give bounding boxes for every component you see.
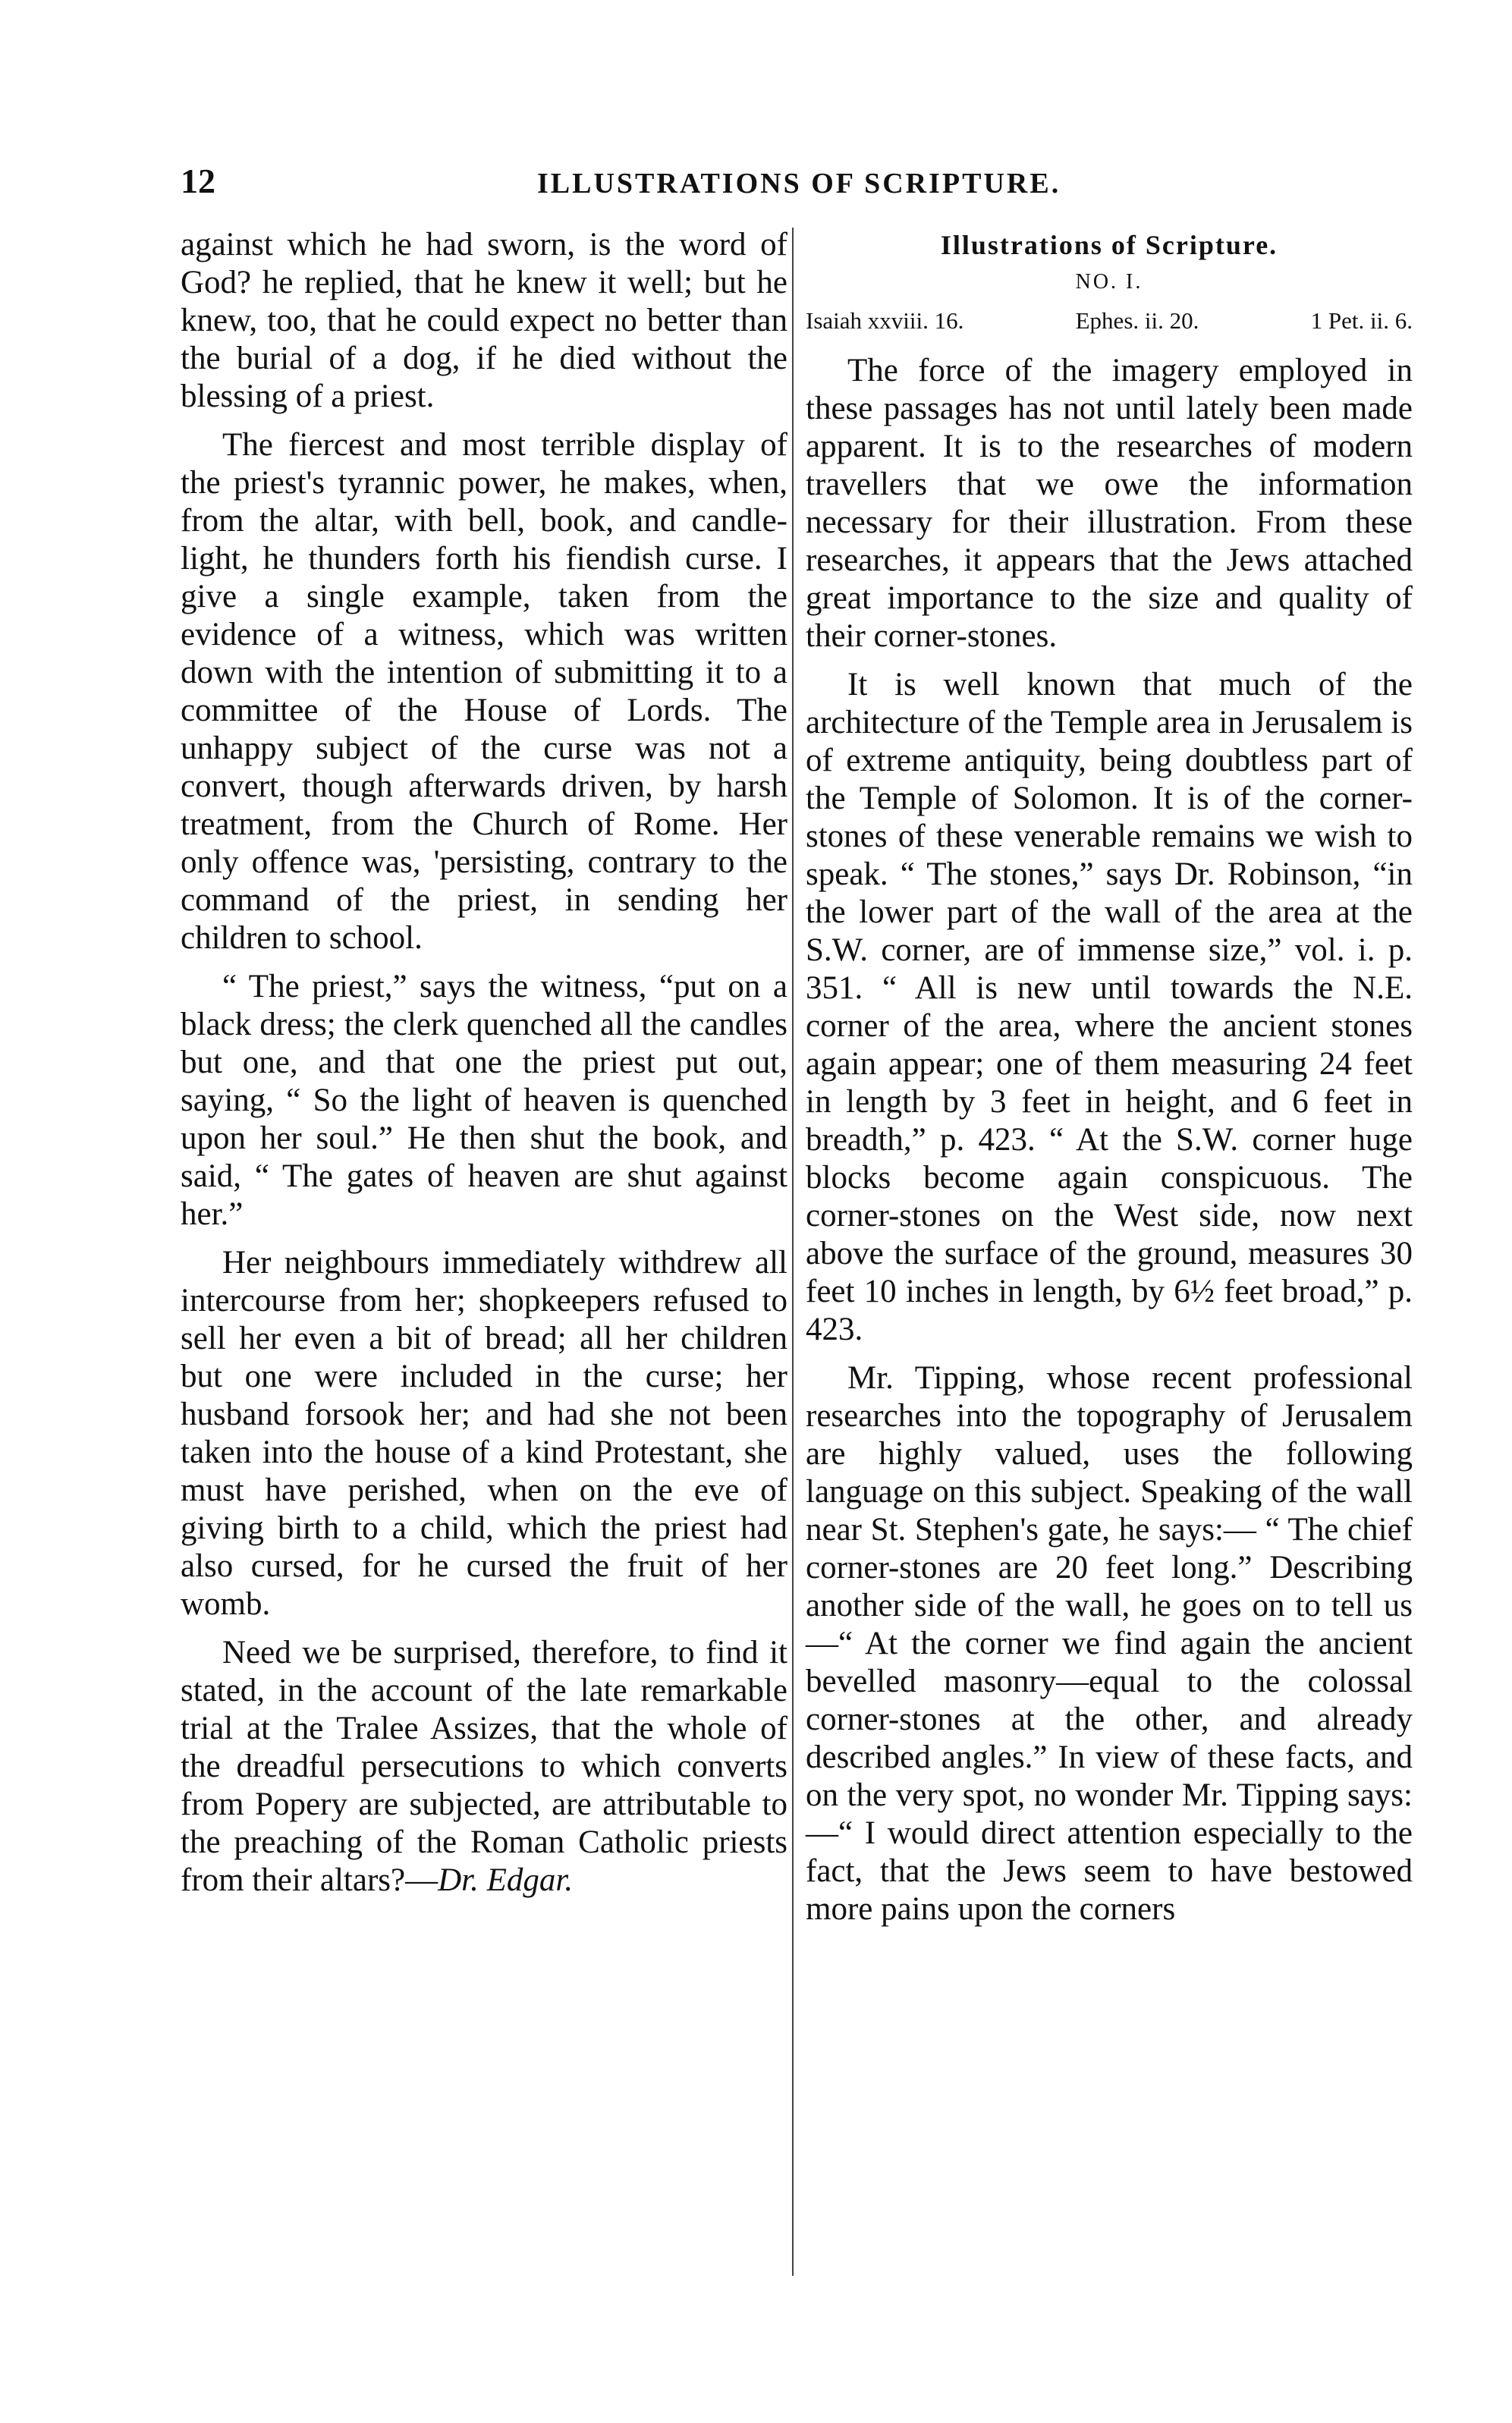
column-divider [792, 228, 794, 2276]
page-number: 12 [181, 162, 215, 200]
paragraph: It is well known that much of the architecture of the Temple area in Jerusalem is of extreme antiquity, being doubtless part of the Temple of Solomon. It is of the corner-stones of these venerable remains we wish to speak. “ The stones,” says Dr. Robinson, “in the lower part of the wall of the area at the S.W. corner, are of immense size,” vol. i. p. 351. “ All is new until towards the N.E. corner of the area, where the ancient stones again appear; one of them measuring 24 feet in length by 3 feet in height, and 6 feet in breadth,” p. 423. “ At the S.W. corner huge blocks become again conspicuous. The corner-stones on the West side, now next above the surface of the ground, measures 30 feet 10 inches in length, by 6½ feet broad,” p. 423. [806, 667, 1413, 1347]
paragraph: “ The priest,” says the witness, “put on a black dress; the clerk quenched all the candles but one, and that one the priest put out, saying, “ So the light of heaven is quenched upon her soul.” He then shut the book, and said, “ The gates of heaven are shut against her.” [181, 969, 787, 1232]
left-column [181, 226, 787, 1910]
paragraph [181, 1634, 787, 1900]
section-number: NO. I. [1075, 270, 1143, 294]
paragraph: The fiercest and most terrible display of the priest's tyrannic power, he makes, when, from the altar, with bell, book, and candle-light, he thunders forth his fiendish curse. I give a single example, taken from the evidence of a witness, which was written down with the intention of submitting it to a committee of the House of Lords. The unhappy subject of the curse was not a convert, though afterwards driven, by harsh treatment, from the Church of Rome. Her only offence was, 'persisting, contrary to the command of the priest, in sending her children to school. [181, 427, 787, 956]
paragraph: Mr. Tipping, whose recent professional researches into the topography of Jerusalem are highly valued, uses the following language on this subject. Speaking of the wall near St. Stephen's gate, he says:— “ The chief corner-stones are 20 feet long.” Describing another side of the wall, he goes on to tell us—“ At the corner we find again the ancient bevelled masonry—equal to the colossal corner-stones at the other, and already described angles.” In view of these facts, and on the very spot, no wonder Mr. Tipping says:—“ I would direct attention especially to the fact, that the Jews seem to have bestowed more pains upon the corners [806, 1360, 1413, 1927]
paragraph: Her neighbours immediately withdrew all intercourse from her; shopkeepers refused to sell her even a bit of bread; all her children but one were included in the curse; her husband forsook her; and had she not been taken into the house of a kind Protestant, she must have perished, when on the eve of giving birth to a child, which the priest had also cursed, for he cursed the fruit of her womb. [181, 1245, 787, 1622]
paragraph: against which he had sworn, is the word of God? he replied, that he knew it well; but he knew, too, that he could expect no better than the burial of a dog, if he died without the blessing of a priest. [181, 227, 787, 414]
running-head [181, 161, 1402, 206]
running-title: ILLUSTRATIONS OF SCRIPTURE. [537, 168, 1061, 200]
paragraph: The force of the imagery employed in these passages has not until lately been made apparent. It is to the researches of modern travellers that we owe the information necessary for their illustration. From these researches, it appears that the Jews attached great importance to the size and quality of their corner-stones. [806, 353, 1413, 654]
scripture-references [806, 300, 1413, 341]
author-signature: Dr. Edgar. [438, 1862, 574, 1898]
scripture-reference: Ephes. ii. 20. [1075, 307, 1199, 334]
paragraph-text: Need we be surprised, therefore, to find it stated, in the account of the late remarkable trial at the Tralee Assizes, that the whole of the dreadful persecutions to which converts from Popery are subjected, are attributable to the preaching of the Roman Catholic priests from their altars?— [181, 1635, 787, 1898]
scripture-reference: Isaiah xxviii. 16. [806, 307, 964, 334]
right-column [806, 226, 1413, 1939]
section-title: Illustrations of Scripture. [940, 230, 1278, 260]
scripture-reference: 1 Pet. ii. 6. [1310, 307, 1413, 334]
